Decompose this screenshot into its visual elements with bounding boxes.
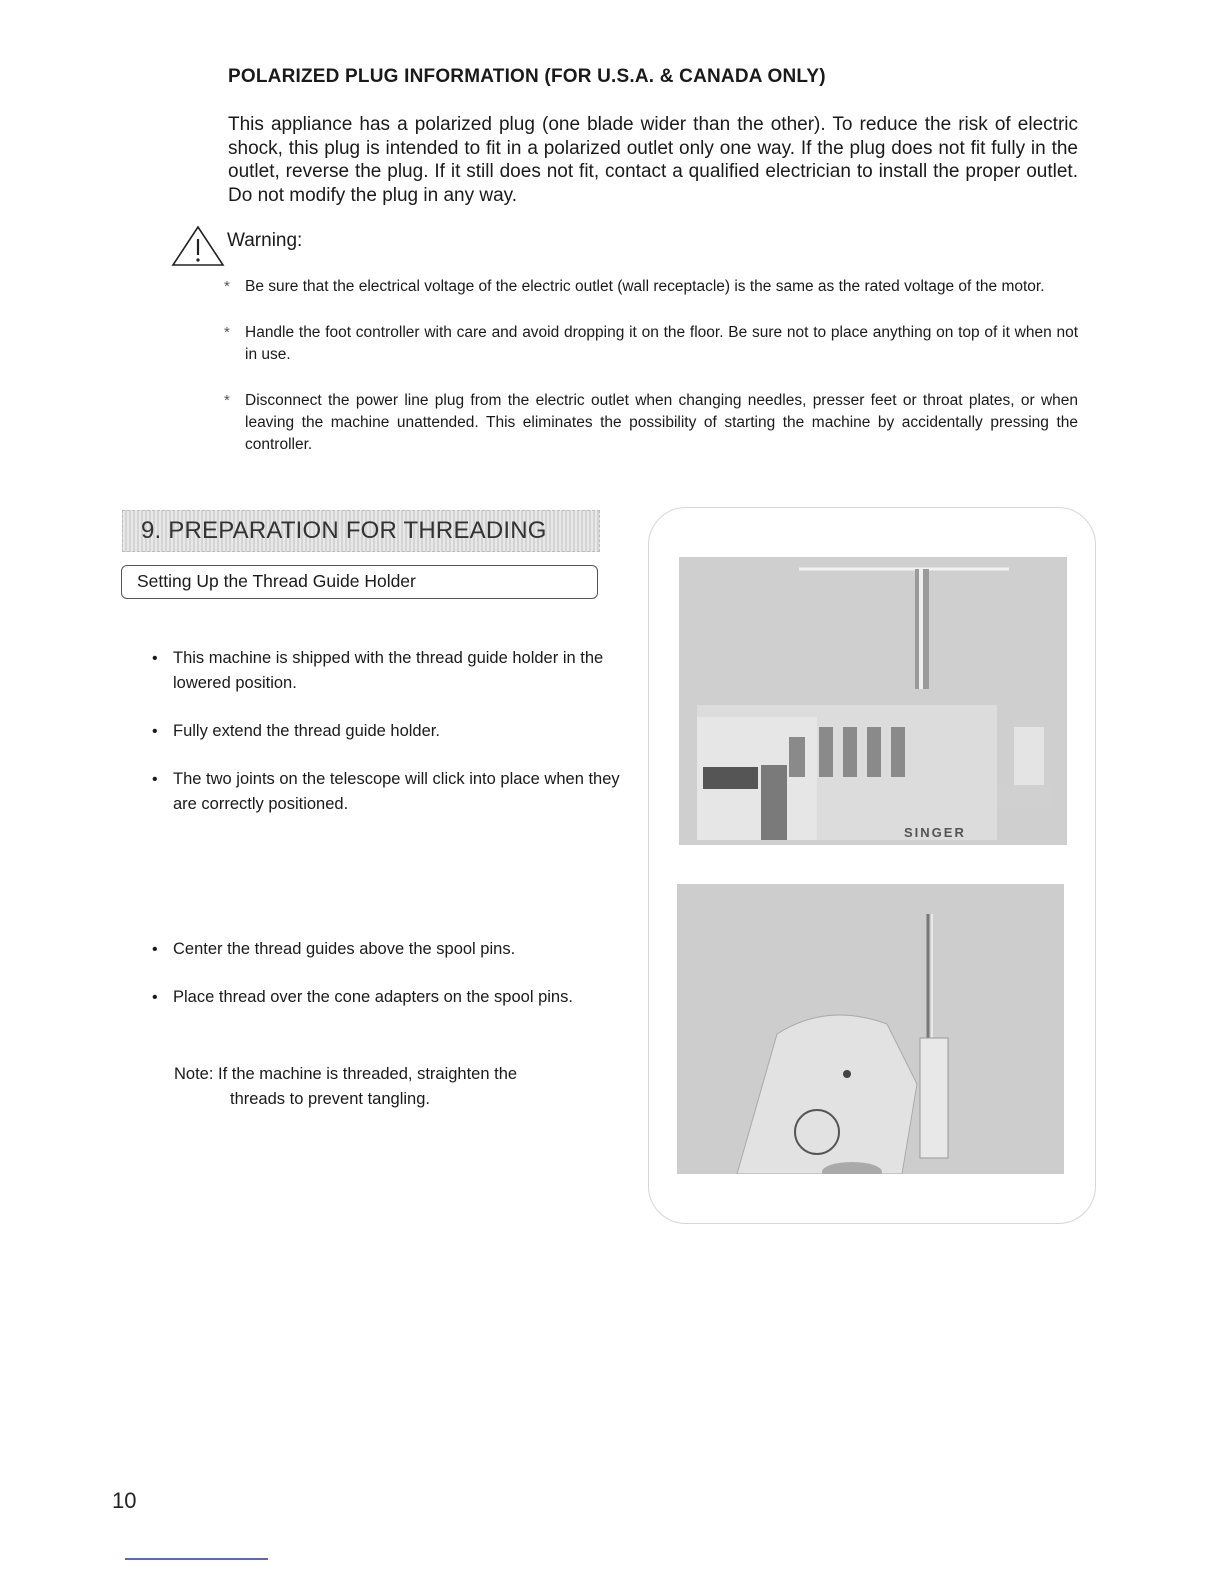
note-line-1: If the machine is threaded, straighten the [218,1065,518,1083]
note [174,1062,614,1112]
step-text: This machine is shipped with the thread guide holder in the lowered position. [173,649,604,692]
bullet-marker: • [152,650,158,667]
warning-list [222,276,1078,480]
warning-item-text: Handle the foot controller with care and avoid dropping it on the floor. Be sure not to place anything on top of it when not in use. [245,324,1078,363]
warning-triangle-icon [170,225,226,267]
warning-item-text: Disconnect the power line plug from the electric outlet when changing needles, presser feet or throat plates, or when leaving the machine unattended. This eliminates the possibility of starting the machine by accidentally pressing the controller. [245,392,1078,453]
step-text: Place thread over the cone adapters on the spool pins. [173,988,573,1006]
warning-item [222,322,1078,366]
singer-brand-label: SINGER [904,825,966,840]
step-item [150,985,620,1010]
step-item [150,646,620,696]
bullet-marker: • [152,771,158,788]
subsection-title: Setting Up the Thread Guide Holder [137,571,416,591]
step-item [150,937,620,962]
bullet-marker: • [152,941,158,958]
serger-front-illustration [679,557,1067,845]
note-line-2: threads to prevent tangling. [230,1090,430,1108]
note-label: Note: [174,1065,214,1083]
asterisk-marker: * [224,278,230,295]
step-text: The two joints on the telescope will click into place when they are correctly positioned. [173,770,620,813]
step-item [150,719,620,744]
photo-serger-side [677,884,1064,1174]
warning-item [222,276,1078,298]
step-list-center [150,937,620,1033]
photo-serger-front [679,557,1067,845]
asterisk-marker: * [224,392,230,409]
step-list-extend [150,646,620,840]
serger-side-illustration [677,884,1064,1174]
step-item [150,767,620,817]
bullet-marker: • [152,723,158,740]
page-number: 10 [112,1488,137,1513]
subsection-title-box [121,565,598,599]
asterisk-marker: * [224,324,230,341]
plug-info-body: This appliance has a polarized plug (one blade wider than the other). To reduce the risk of electric shock, this plug is intended to fit in a polarized outlet only one way. If the plug does not fit fully in the outlet, reverse the plug. If it still does not fit, contact a qualified electrician to install the proper outlet. Do not modify the plug in any way. [228,114,1078,206]
step-text: Center the thread guides above the spool pins. [173,940,516,958]
bullet-marker: • [152,989,158,1006]
step-text: Fully extend the thread guide holder. [173,722,440,740]
footer-rule [125,1558,268,1560]
section-title-banner [122,510,600,552]
warning-label: Warning: [227,230,303,251]
warning-item-text: Be sure that the electrical voltage of the electric outlet (wall receptacle) is the same as the rated voltage of the motor. [245,278,1045,295]
warning-item [222,390,1078,456]
plug-info-heading: POLARIZED PLUG INFORMATION (FOR U.S.A. & CANADA ONLY) [228,66,826,87]
section-title: 9. PREPARATION FOR THREADING [141,517,547,544]
